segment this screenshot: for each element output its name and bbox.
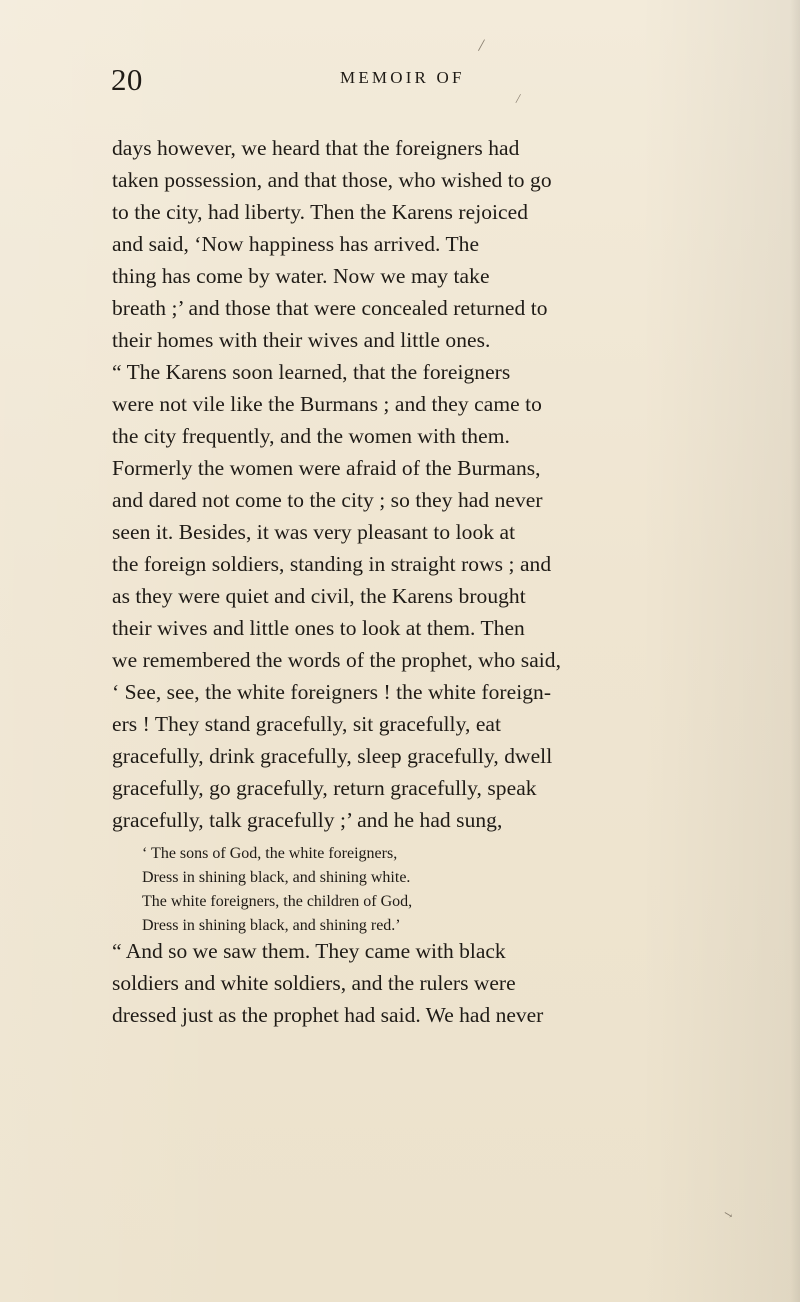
text-line: “ And so we saw them. They came with black xyxy=(112,939,506,963)
main-text-block xyxy=(112,132,712,836)
closing-text-block xyxy=(112,935,722,1031)
page-number: 20 xyxy=(111,62,143,97)
verse-line: Dress in shining black, and shining red.’ xyxy=(142,917,401,934)
text-line: soldiers and white soldiers, and the rulers were xyxy=(112,971,516,995)
text-line: we remembered the words of the prophet, who said, xyxy=(112,648,562,672)
text-line: “ The Karens soon learned, that the foreigners xyxy=(112,360,511,384)
running-head: MEMOIR OF xyxy=(340,68,465,87)
text-line: seen it. Besides, it was very pleasant to look at xyxy=(112,520,516,544)
text-line: the city frequently, and the women with them. xyxy=(112,424,510,448)
text-line: and said, ‘Now happiness has arrived. The xyxy=(112,232,480,256)
text-line: dressed just as the prophet had said. We had never xyxy=(112,1003,544,1027)
text-line: taken possession, and that those, who wished to go xyxy=(112,168,552,192)
text-line: ‘ See, see, the white foreigners ! the white foreign- xyxy=(112,680,552,704)
pencil-mark-bottom: ↘ xyxy=(722,1208,735,1223)
text-line: days however, we heard that the foreigners had xyxy=(112,136,520,160)
text-line: the foreign soldiers, standing in straight rows ; and xyxy=(112,552,552,576)
verse-line: Dress in shining black, and shining white. xyxy=(142,869,411,886)
text-line: ers ! They stand gracefully, sit gracefully, eat xyxy=(112,712,502,736)
page-header xyxy=(111,64,708,100)
text-line: gracefully, go gracefully, return gracefully, speak xyxy=(112,776,537,800)
pencil-mark-head: / xyxy=(514,91,522,108)
text-line: were not vile like the Burmans ; and they came to xyxy=(112,392,542,416)
text-line: and dared not come to the city ; so they had never xyxy=(112,488,543,512)
page-edge-shadow xyxy=(790,0,800,1302)
text-line: Formerly the women were afraid of the Burmans, xyxy=(112,456,541,480)
verse-line: The white foreigners, the children of God, xyxy=(142,893,413,910)
pencil-mark-top: / xyxy=(477,34,486,56)
verse-block xyxy=(142,842,662,938)
text-line: breath ;’ and those that were concealed returned to xyxy=(112,296,548,320)
text-line: their wives and little ones to look at them. Then xyxy=(112,616,525,640)
text-line: as they were quiet and civil, the Karens brought xyxy=(112,584,526,608)
text-line: to the city, had liberty. Then the Karens rejoiced xyxy=(112,200,529,224)
verse-line: ‘ The sons of God, the white foreigners, xyxy=(142,845,398,862)
text-line: thing has come by water. Now we may take xyxy=(112,264,490,288)
text-line: their homes with their wives and little ones. xyxy=(112,328,491,352)
text-line: gracefully, talk gracefully ;’ and he had sung, xyxy=(112,808,503,832)
text-line: gracefully, drink gracefully, sleep gracefully, dwell xyxy=(112,744,553,768)
